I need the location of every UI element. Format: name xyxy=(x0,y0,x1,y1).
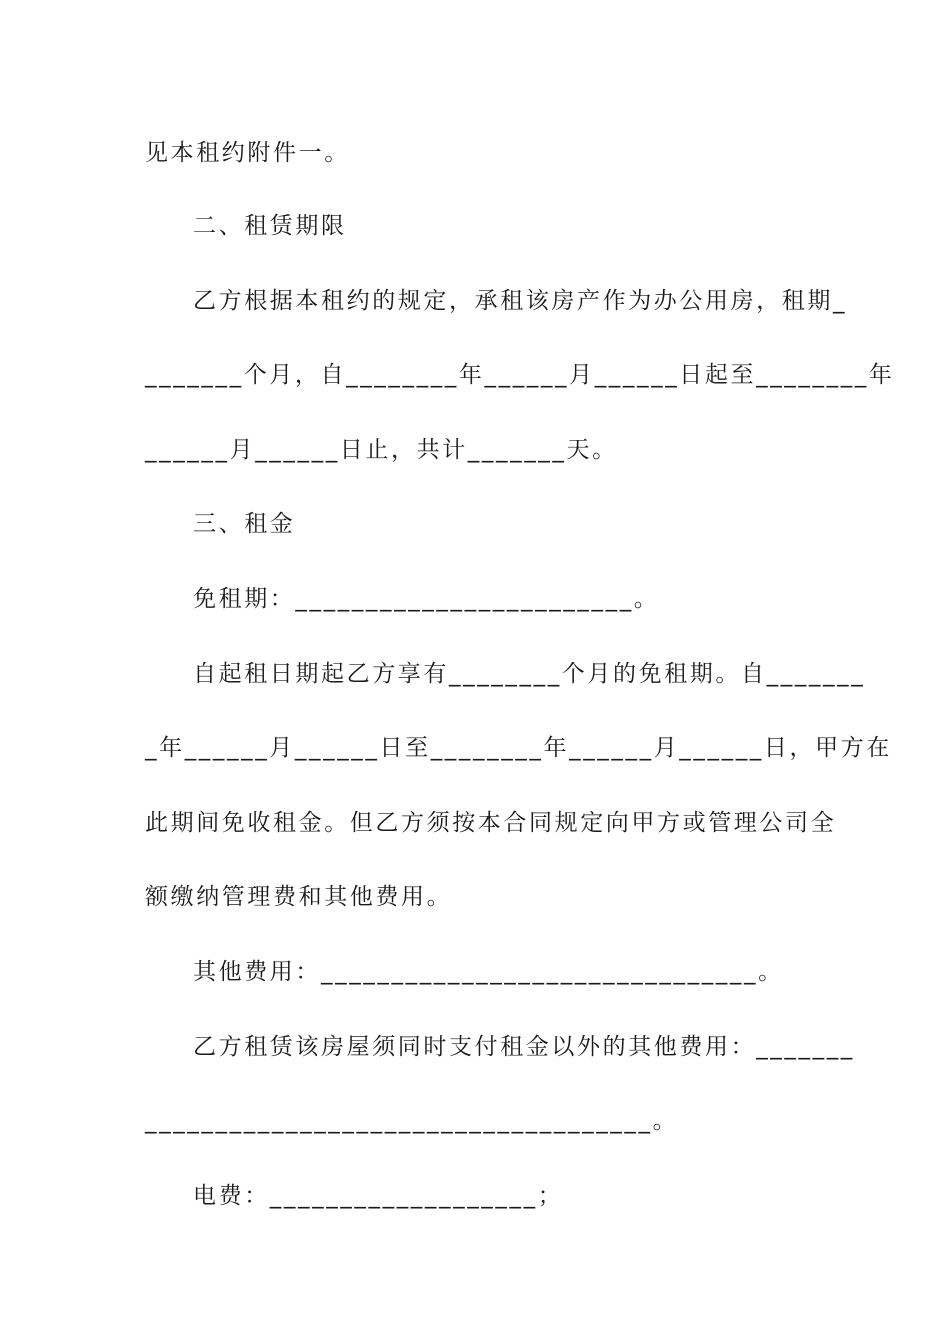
paragraph-line: 乙方租赁该房屋须同时支付租金以外的其他费用：_______ xyxy=(193,1034,855,1060)
paragraph-line: 其他费用：_______________________________。 xyxy=(193,959,784,985)
paragraph-line: 见本租约附件一。 xyxy=(145,140,350,166)
paragraph-line: ______月______日止，共计_______天。 xyxy=(145,437,618,463)
section-heading-lease-term: 二、租赁期限 xyxy=(193,213,347,239)
paragraph-line: ____________________________________。 xyxy=(145,1108,679,1134)
paragraph-line: _年______月______日至________年______月______日，甲方在 xyxy=(145,735,892,761)
paragraph-line: _______个月，自________年______月______日起至________年 xyxy=(145,362,895,388)
section-heading-rent: 三、租金 xyxy=(193,511,296,537)
paragraph-line: 此期间免收租金。但乙方须按本合同规定向甲方或管理公司全 xyxy=(145,810,837,836)
paragraph-line: 额缴纳管理费和其他费用。 xyxy=(145,884,453,910)
paragraph-line: 免租期：________________________。 xyxy=(193,586,660,612)
paragraph-line: 电费：___________________； xyxy=(193,1183,564,1209)
paragraph-line: 自起租日期起乙方享有________个月的免租期。自_______ xyxy=(193,661,866,687)
paragraph-line: 乙方根据本租约的规定，承租该房产作为办公用房，租期_ xyxy=(193,288,848,314)
